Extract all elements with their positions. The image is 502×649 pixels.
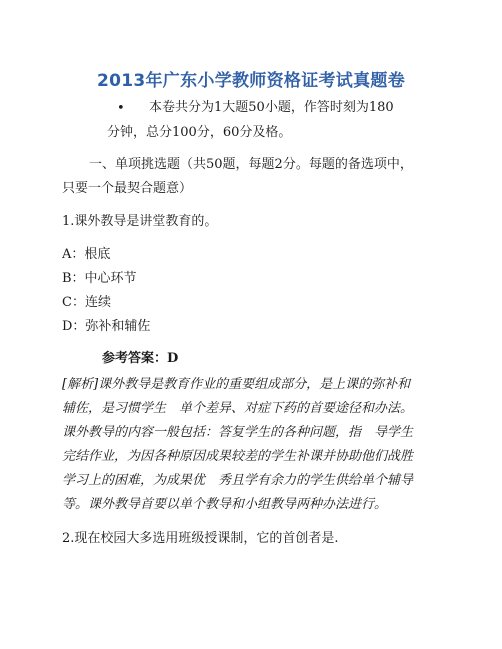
option-d: D：弥补和辅佐 <box>62 319 151 334</box>
explanation-line: 学习上的困难，为成果优 秀且学有余力的学生供给单个辅导 <box>62 473 414 488</box>
question-1-stem: 1.课外教导是讲堂教育的。 <box>62 214 218 229</box>
bullet-icon: • <box>117 101 125 116</box>
option-b: B：中心环节 <box>62 271 137 286</box>
explanation-line: 辅佐，是习惯学生 单个差异、对症下药的首要途径和办法。 <box>62 401 414 416</box>
answer-key: 参考答案：D <box>102 351 179 366</box>
explanation-line: [解析]课外教导是教育作业的重要组成部分，是上课的弥补和 <box>62 377 411 392</box>
intro-line-2: 分钟，总分100分，60分及格。 <box>107 125 292 140</box>
option-c: C：连续 <box>62 295 111 310</box>
option-a: A：根底 <box>62 247 111 262</box>
explanation-line: 等。课外教导首要以单个教导和小组教导两种办法进行。 <box>62 497 388 512</box>
intro-line-1: 本卷共分为1大题50小题，作答时刻为180 <box>149 100 394 115</box>
section-heading-line-2: 只要一个最契合题意） <box>62 181 193 196</box>
explanation-line: 完结作业，为因各种原因成果较差的学生补课并协助他们战胜 <box>62 449 414 464</box>
section-heading-line-1: 一、单项挑选题（共50题，每题2分。每题的备选项中， <box>89 157 413 172</box>
document-title: 2013年广东小学教师资格证考试真题卷 <box>96 71 405 91</box>
explanation-line: 课外教导的内容一般包括：答复学生的各种问题，指 导学生 <box>62 425 414 440</box>
question-2-stem: 2.现在校园大多选用班级授课制，它的首创者是. <box>62 531 339 546</box>
